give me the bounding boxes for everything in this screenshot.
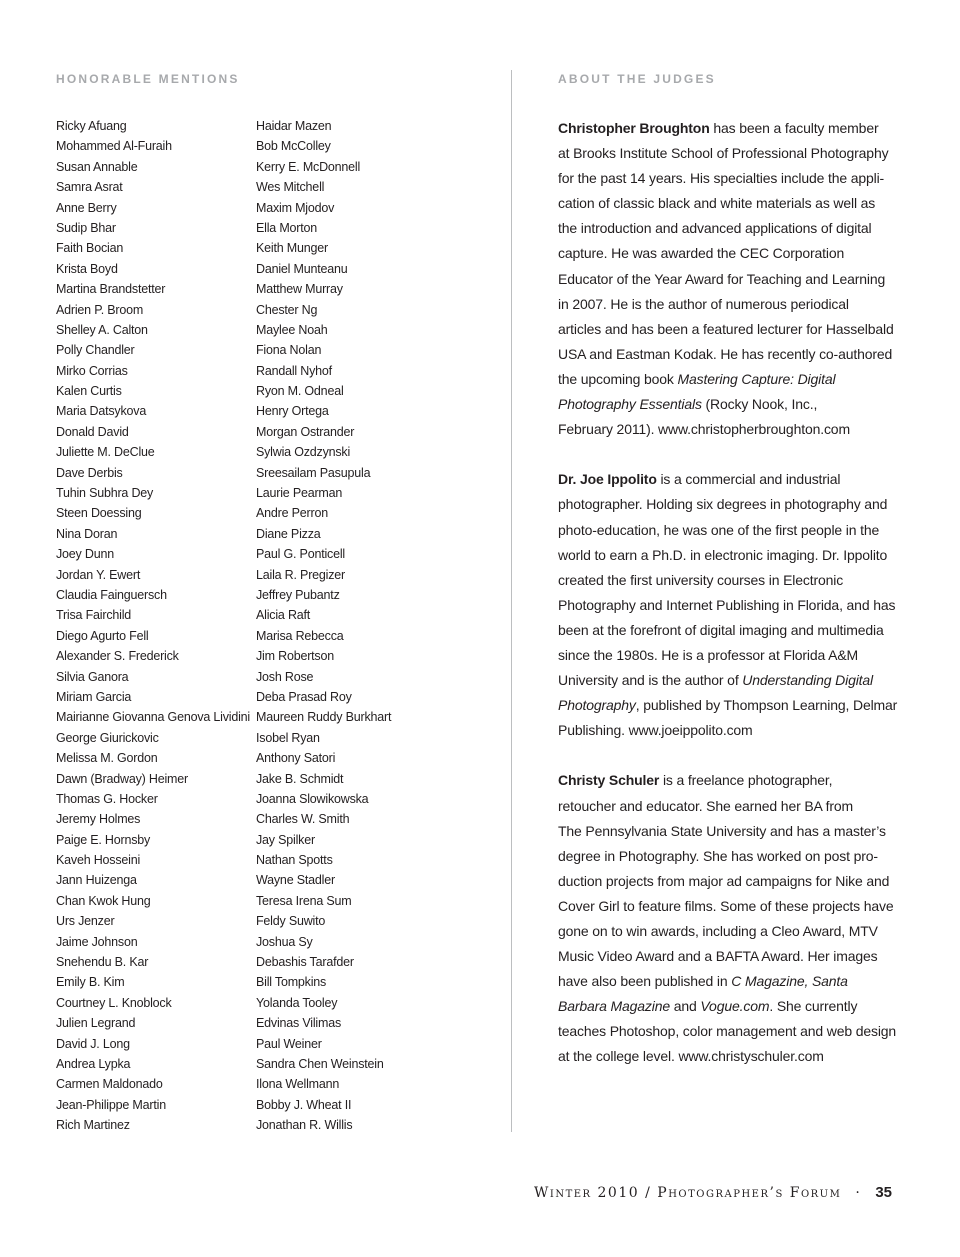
honorable-mention-name: Sreesailam Pasupula [256, 465, 371, 480]
honorable-mention-name: Claudia Fainguersch [56, 587, 167, 602]
honorable-mention-name: Bob McColley [256, 139, 331, 154]
honorable-mention-name: Bobby J. Wheat II [256, 1097, 352, 1112]
honorable-mention-name: Alexander S. Frederick [56, 649, 179, 664]
honorable-mention-name: Diane Pizza [256, 526, 321, 541]
honorable-mention-name: Nathan Spotts [256, 853, 333, 868]
bio-christopher-broughton: Christopher Broughton has been a faculty member at Brooks Institute School of Professional Photography for the past 14 years. His specialties include the appli- cation of classic black and white materials as well as the introduction and advanced applications of digital capture. He was awarded the CEC Corporation Educator of the Year Award for Teaching and Learning in 2007. He is the author of numerous periodical articles and has been a featured lecturer for Hasselbald USA and Eastman Kodak. He has recently co-authored the upcoming book Mastering Capture: Digital Photography Essentials (Rocky Nook, Inc., February 2011). www.christopherbroughton.com [558, 120, 894, 438]
publication-title: Vogue.com [700, 998, 770, 1015]
honorable-mention-name: Joanna Slowikowska [256, 791, 369, 806]
honorable-mention-name: Ricky Afuang [56, 119, 127, 133]
honorable-mention-name: Andrea Lypka [56, 1056, 131, 1071]
honorable-mention-name: Juliette M. DeClue [56, 445, 155, 460]
honorable-mention-name: Melissa M. Gordon [56, 751, 158, 766]
honorable-mention-name: Jonathan R. Willis [256, 1118, 353, 1133]
honorable-mention-name: Snehendu B. Kar [56, 955, 149, 970]
honorable-mention-name: Jordan Y. Ewert [56, 567, 141, 582]
honorable-mention-name: Emily B. Kim [56, 975, 125, 990]
bio-joe-ippolito: Dr. Joe Ippolito is a commercial and industrial photographer. Holding six degrees in photography and photo-education, he was one of the first people in the world to earn a Ph.D. in electronic imaging. Dr. Ippolito created the first university courses in Electronic Photography and Internet Publishing in Florida, and has been at the forefront of digital imaging and multimedia since the 1980s. He is a professor at Florida A&M University and is the author of Understanding Digital Photography, published by Thompson Learning, Delmar Publishing. www.joeippolito.com [558, 471, 898, 739]
honorable-mention-name: Susan Annable [56, 159, 138, 174]
honorable-mention-name: Haidar Mazen [256, 119, 332, 133]
honorable-mention-name: Chester Ng [256, 302, 318, 317]
honorable-mention-name: Joshua Sy [256, 934, 313, 949]
honorable-mention-name: Trisa Fairchild [56, 608, 132, 623]
honorable-mention-name: Jeffrey Pubantz [256, 587, 340, 602]
honorable-mention-name: Dave Derbis [56, 465, 123, 480]
honorable-mention-name: Ilona Wellmann [256, 1077, 340, 1092]
honorable-mention-name: Mohammed Al-Furaih [56, 139, 172, 154]
honorable-mention-name: Randall Nyhof [256, 363, 332, 378]
honorable-mentions-right-column [256, 116, 476, 1136]
honorable-mention-name: Teresa Irena Sum [256, 893, 352, 908]
honorable-mention-name: Ella Morton [256, 220, 318, 235]
honorable-mention-name: Sandra Chen Weinstein [256, 1056, 384, 1071]
honorable-mention-name: Wayne Stadler [256, 873, 335, 888]
honorable-mention-name: Shelley A. Calton [56, 322, 148, 337]
honorable-mention-name: Krista Boyd [56, 261, 118, 276]
honorable-mention-name: Adrien P. Broom [56, 302, 144, 317]
honorable-mention-name: Kaveh Hosseini [56, 853, 141, 868]
honorable-mention-name: Dawn (Bradway) Heimer [56, 771, 188, 786]
bio-christy-schuler: Christy Schuler is a freelance photographer, retoucher and educator. She earned her BA from The Pennsylvania State University and has a master’s degree in Photography. She has worked on post pro- duction projects from major ad campaigns for Nike and Cover Girl to feature films. Some of these projects have gone on to win awards, including a Cleo Award, MTV Music Video Award and a BAFTA Award. Her images have also been published in C Magazine, Santa Barbara Magazine and Vogue.com. She currently teaches Photoshop, color management and web design at the college level. www.christyschuler.com [558, 772, 897, 1065]
honorable-mention-name: Wes Mitchell [256, 180, 325, 195]
honorable-mention-name: Deba Prasad Roy [256, 689, 352, 704]
footer-separator: · [855, 1185, 862, 1201]
honorable-mention-name: Ryon M. Odneal [256, 384, 344, 399]
honorable-mention-name: Silvia Ganora [56, 669, 129, 684]
honorable-mention-name: Nina Doran [56, 526, 118, 541]
honorable-mention-name: Marisa Rebecca [256, 628, 344, 643]
honorable-mention-name: Mirko Corrias [56, 363, 128, 378]
honorable-mention-name: Sylwia Ozdzynski [256, 445, 351, 460]
honorable-mention-name: Paige E. Hornsby [56, 832, 151, 847]
judge-name: Dr. Joe Ippolito [558, 471, 657, 488]
book-title: Mastering Capture: Digital [677, 370, 836, 387]
honorable-mention-name: Courtney L. Knoblock [56, 995, 172, 1010]
honorable-mention-name: David J. Long [56, 1036, 130, 1051]
honorable-mention-name: Jaime Johnson [56, 934, 138, 949]
column-divider [511, 70, 512, 1132]
honorable-mention-name: Maxim Mjodov [256, 200, 335, 215]
honorable-mention-name: Anthony Satori [256, 751, 336, 766]
honorable-mention-name: Tuhin Subhra Dey [56, 486, 154, 501]
honorable-mentions-heading: HONORABLE MENTIONS [56, 72, 240, 86]
book-title: Understanding Digital [742, 672, 874, 689]
honorable-mention-name: Jay Spilker [256, 832, 315, 847]
honorable-mentions-left-column [56, 116, 251, 1136]
honorable-mention-name: Samra Asrat [56, 180, 123, 195]
honorable-mention-name: Jeremy Holmes [56, 812, 141, 827]
honorable-mention-name: Alicia Raft [256, 608, 311, 623]
honorable-mention-name: Joey Dunn [56, 547, 114, 562]
honorable-mention-name: Maureen Ruddy Burkhart [256, 710, 392, 725]
judge-name: Christopher Broughton [558, 120, 710, 136]
honorable-mention-name: Jann Huizenga [56, 873, 137, 888]
honorable-mention-name: Daniel Munteanu [256, 261, 348, 276]
honorable-mention-name: Henry Ortega [256, 404, 329, 419]
about-judges-heading: ABOUT THE JUDGES [558, 72, 716, 86]
honorable-mention-name: Thomas G. Hocker [56, 791, 158, 806]
honorable-mention-name: Chan Kwok Hung [56, 893, 151, 908]
judge-name: Christy Schuler [558, 772, 660, 789]
honorable-mention-name: Laila R. Pregizer [256, 567, 346, 582]
honorable-mention-name: Anne Berry [56, 200, 117, 215]
publication-title: Barbara Magazine [558, 998, 670, 1015]
honorable-mention-name: Keith Munger [256, 241, 328, 256]
honorable-mention-name: Laurie Pearman [256, 486, 343, 501]
page-footer [534, 1184, 892, 1201]
book-title: Photography [558, 697, 636, 714]
honorable-mention-name: Charles W. Smith [256, 812, 350, 827]
honorable-mention-name: George Giurickovic [56, 730, 159, 745]
issue-line: Winter 2010 / Photographer’s Forum [533, 1185, 842, 1201]
honorable-mention-name: Jim Robertson [256, 649, 334, 664]
honorable-mention-name: Steen Doessing [56, 506, 142, 521]
honorable-mention-name: Yolanda Tooley [256, 995, 338, 1010]
honorable-mention-name: Donald David [56, 424, 129, 439]
honorable-mention-name: Mairianne Giovanna Genova Lividini [56, 710, 251, 725]
honorable-mention-name: Debashis Tarafder [256, 955, 354, 970]
honorable-mention-name: Fiona Nolan [256, 343, 322, 358]
honorable-mention-name: Maylee Noah [256, 322, 328, 337]
honorable-mention-name: Morgan Ostrander [256, 424, 355, 439]
honorable-mention-name: Sudip Bhar [56, 220, 116, 235]
judges-bios [558, 116, 898, 1095]
honorable-mention-name: Polly Chandler [56, 343, 135, 358]
honorable-mention-name: Carmen Maldonado [56, 1077, 163, 1092]
book-title: Photography Essentials [558, 396, 702, 413]
honorable-mention-name: Feldy Suwito [256, 914, 326, 929]
honorable-mention-name: Martina Brandstetter [56, 282, 166, 297]
honorable-mention-name: Faith Bocian [56, 241, 124, 256]
honorable-mention-name: Edvinas Vilimas [256, 1016, 342, 1031]
honorable-mention-name: Rich Martinez [56, 1118, 130, 1133]
honorable-mention-name: Kalen Curtis [56, 384, 122, 399]
honorable-mention-name: Josh Rose [256, 669, 314, 684]
honorable-mention-name: Matthew Murray [256, 282, 343, 297]
page-number: 35 [875, 1184, 892, 1201]
honorable-mention-name: Kerry E. McDonnell [256, 159, 361, 174]
honorable-mention-name: Maria Datsykova [56, 404, 147, 419]
honorable-mention-name: Isobel Ryan [256, 730, 320, 745]
honorable-mention-name: Diego Agurto Fell [56, 628, 149, 643]
honorable-mention-name: Urs Jenzer [56, 914, 115, 929]
honorable-mention-name: Paul Weiner [256, 1036, 322, 1051]
honorable-mention-name: Paul G. Ponticell [256, 547, 346, 562]
publication-title: C Magazine, Santa [731, 973, 848, 990]
honorable-mention-name: Miriam Garcia [56, 689, 132, 704]
honorable-mention-name: Bill Tompkins [256, 975, 327, 990]
honorable-mention-name: Andre Perron [256, 506, 328, 521]
honorable-mention-name: Jake B. Schmidt [256, 771, 344, 786]
honorable-mention-name: Jean-Philippe Martin [56, 1097, 166, 1112]
honorable-mention-name: Julien Legrand [56, 1016, 136, 1031]
